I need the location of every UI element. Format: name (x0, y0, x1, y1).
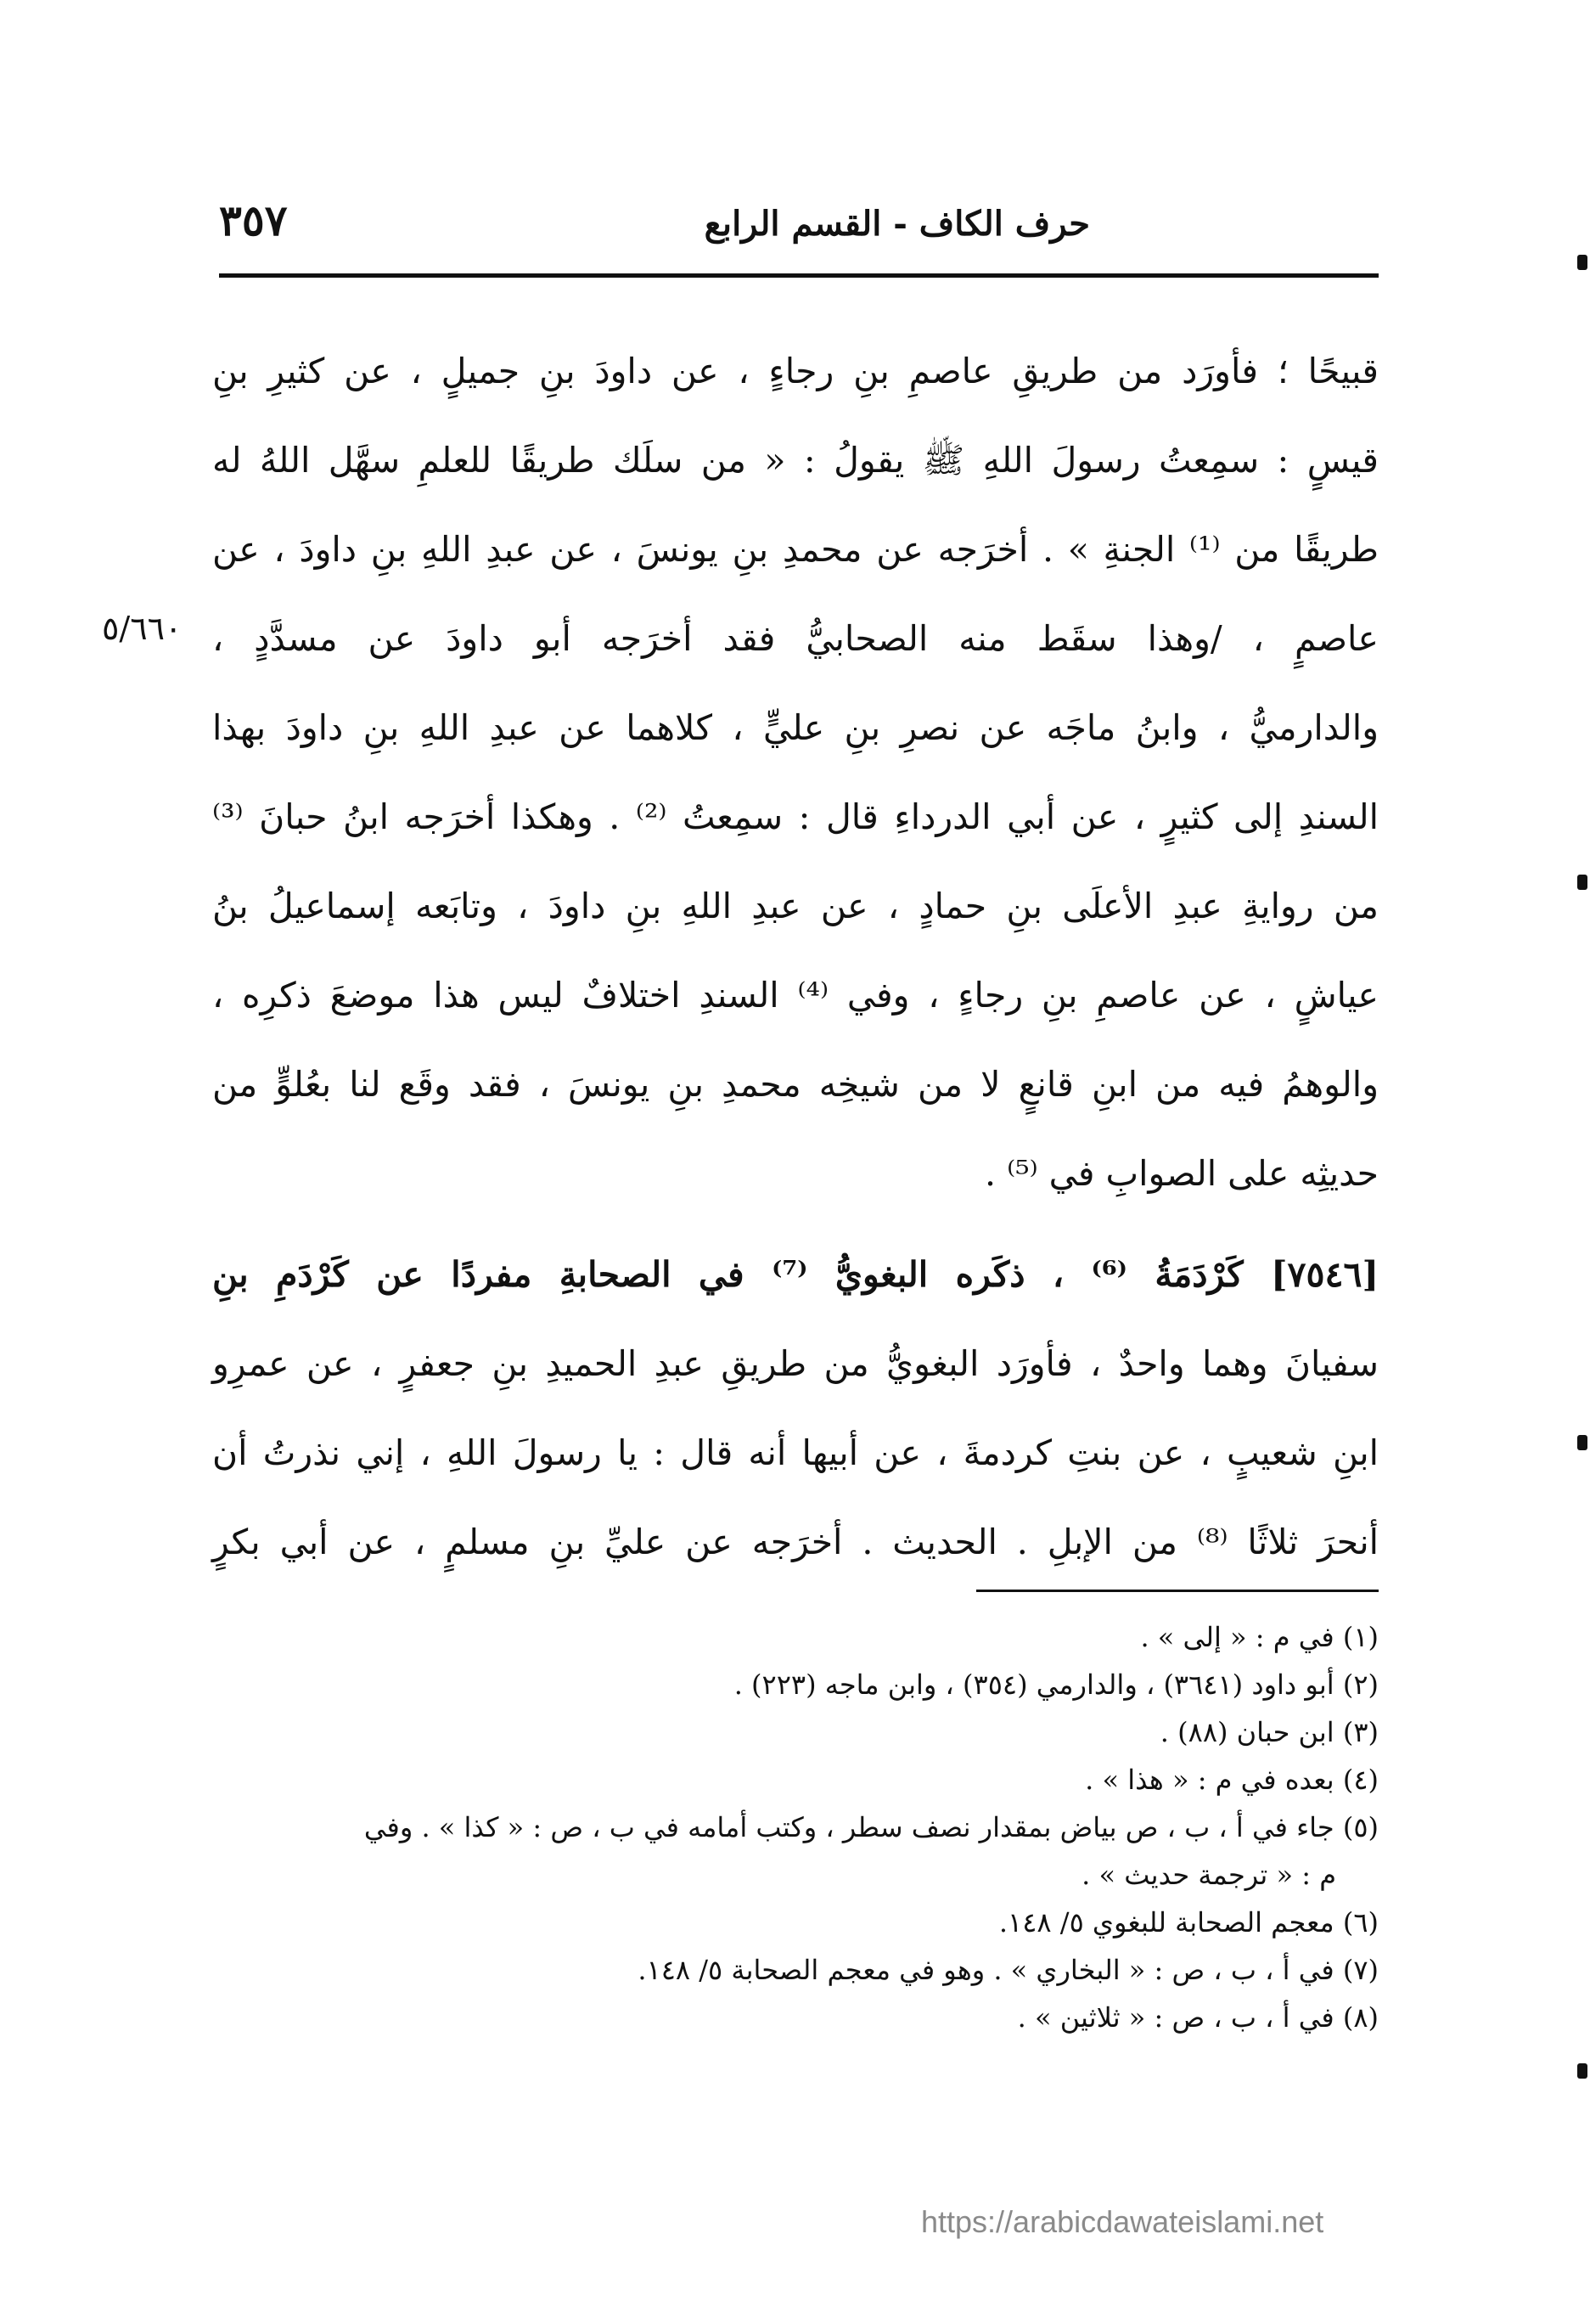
text-line: والدارميُّ ، وابنُ ماجَه عن نصرِ بنِ عليٍّ ، كلاهما عن عبدِ اللهِ بنِ داودَ بهذا (212, 707, 1379, 748)
footnote: (١) في م : « إلى » . (1140, 1621, 1379, 1653)
scan-binding-mark (1577, 255, 1587, 270)
footnote: (٣) ابن حبان (٨٨) . (1160, 1716, 1379, 1748)
footnote-divider (976, 1590, 1379, 1592)
header-divider (219, 273, 1379, 278)
watermark-url: https://arabicdawateislami.net (921, 2204, 1324, 2239)
footnote-continuation: م : « ترجمة حديث » . (1082, 1859, 1336, 1891)
text-line: السندِ إلى كثيرٍ ، عن أبي الدرداءِ قال : سمِعتُ ⁽²⁾ . وهكذا أخرَجه ابنُ حبانَ ⁽³⁾ (212, 796, 1379, 837)
running-header (219, 192, 1379, 260)
text-line: عياشٍ ، عن عاصمِ بنِ رجاءٍ ، وفي ⁽⁴⁾ السندِ اختلافٌ ليس هذا موضعَ ذكرِه ، (212, 975, 1379, 1016)
scan-binding-mark (1577, 875, 1587, 890)
footnote: (٢) أبو داود (٣٦٤١) ، والدارمي (٣٥٤) ، وابن ماجه (٢٢٣) . (733, 1668, 1379, 1701)
text-line: سفيانَ وهما واحدٌ ، فأورَد البغويُّ من طريقِ عبدِ الحميدِ بنِ جعفرٍ ، عن عمرِو (212, 1343, 1379, 1384)
scan-binding-mark (1577, 2063, 1587, 2079)
footnote: (٧) في أ ، ب ، ص : « البخاري » . وهو في معجم الصحابة ٥/ ١٤٨. (638, 1954, 1379, 1986)
entry-heading-line: [٧٥٤٦] كَرْدَمَةُ ⁽⁶⁾ ، ذكَره البغويُّ ⁽⁷⁾ في الصحابةِ مفردًا عن كَرْدَمِ بنِ (212, 1254, 1379, 1295)
text-line: حديثِه على الصوابِ في ⁽⁵⁾ . (985, 1153, 1379, 1194)
margin-page-reference: ٥/٦٦٠ (102, 610, 183, 647)
footnote: (٤) بعده في م : « هذا » . (1085, 1764, 1379, 1796)
chapter-title: حرف الكاف - القسم الرابع (704, 204, 1090, 244)
text-line: طريقًا من ⁽¹⁾ الجنةِ » . أخرَجه عن محمدِ بنِ يونسَ ، عن عبدِ اللهِ بنِ داودَ ، عن (212, 529, 1379, 570)
footnote: (٥) جاء في أ ، ب ، ص بياض بمقدار نصف سطر ، وكتب أمامه في ب ، ص : « كذا » . وفي (363, 1811, 1379, 1843)
scan-binding-mark (1577, 1435, 1587, 1450)
page-number: ٣٥٧ (219, 195, 288, 245)
footnote: (٦) معجم الصحابة للبغوي ٥/ ١٤٨. (998, 1906, 1379, 1939)
text-line: والوهمُ فيه من ابنِ قانعٍ لا من شيخِه محمدِ بنِ يونسَ ، فقد وقَع لنا بعُلوٍّ من (212, 1064, 1379, 1105)
text-line: من روايةِ عبدِ الأعلَى بنِ حمادٍ ، عن عبدِ اللهِ بنِ داودَ ، وتابَعه إسماعيلُ بنُ (212, 886, 1379, 926)
text-line: عاصمٍ ، /وهذا سقَط منه الصحابيُّ فقد أخرَجه أبو داودَ عن مسدَّدٍ ، (212, 618, 1379, 659)
text-line: أنحرَ ثلاثًا ⁽⁸⁾ من الإبلِ . الحديث . أخرَجه عن عليِّ بنِ مسلمٍ ، عن أبي بكرٍ (212, 1522, 1379, 1562)
text-line: ابنِ شعيبٍ ، عن بنتِ كردمةَ ، عن أبيها أنه قال : يا رسولَ اللهِ ، إني نذرتُ أن (212, 1432, 1379, 1473)
footnotes (219, 1613, 1379, 2041)
text-line: قيسٍ : سمِعتُ رسولَ اللهِ ﷺ يقولُ : « من سلَك طريقًا للعلمِ سهَّل اللهُ له (212, 440, 1379, 481)
main-text (212, 327, 1379, 1587)
text-line: قبيحًا ؛ فأورَد من طريقِ عاصمِ بنِ رجاءٍ ، عن داودَ بنِ جميلٍ ، عن كثيرِ بنِ (212, 351, 1379, 391)
footnote: (٨) في أ ، ب ، ص : « ثلاثين » . (1017, 2001, 1379, 2034)
